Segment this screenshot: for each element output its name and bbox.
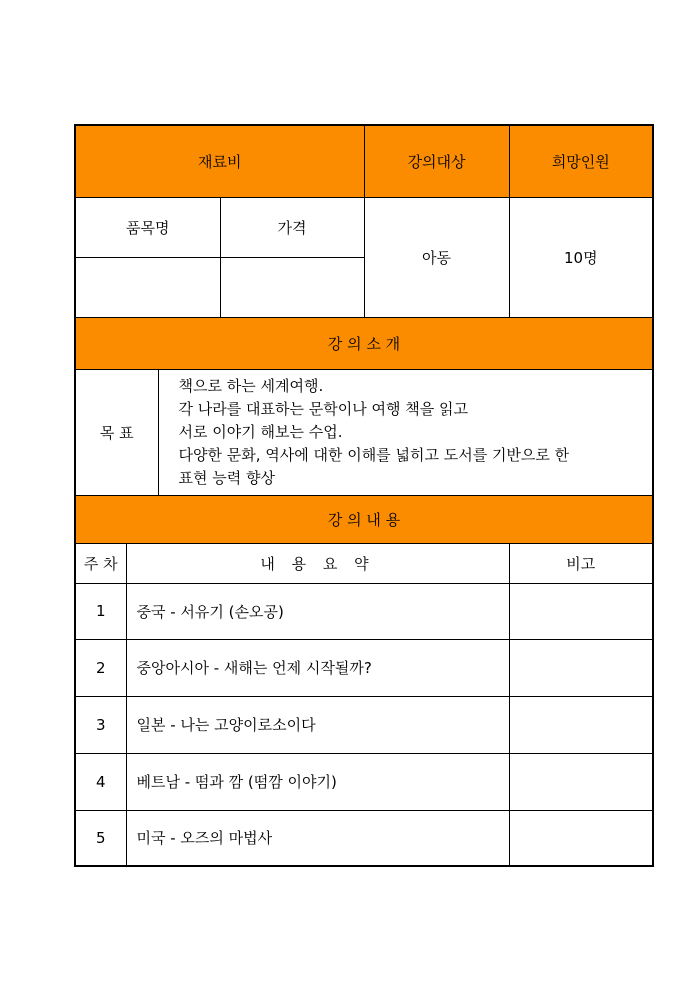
header-row — [75, 125, 653, 197]
goal-line: 다양한 문화, 역사에 대한 이해를 넓히고 도서를 기반으로 한 — [178, 445, 570, 464]
content-header-row — [75, 543, 653, 583]
target-header: 강의대상 — [364, 125, 509, 197]
week-number: 5 — [75, 810, 126, 866]
week-number: 1 — [75, 583, 126, 639]
intro-title: 강 의 소 개 — [75, 317, 653, 369]
summary-cell: 중국 - 서유기 (손오공) — [126, 583, 509, 639]
target-value: 아동 — [364, 197, 509, 317]
content-title: 강 의 내 용 — [75, 495, 653, 543]
note-cell — [509, 639, 653, 696]
table-row — [75, 696, 653, 753]
summary-column-header: 내 용 요 약 — [126, 543, 509, 583]
summary-cell: 미국 - 오즈의 마법사 — [126, 810, 509, 866]
note-cell — [509, 810, 653, 866]
capacity-header: 희망인원 — [509, 125, 653, 197]
material-label-row — [75, 197, 653, 257]
course-plan-document — [74, 124, 652, 867]
table-row — [75, 753, 653, 810]
week-number: 2 — [75, 639, 126, 696]
summary-cell: 베트남 - 떰과 깜 (떰깜 이야기) — [126, 753, 509, 810]
note-column-header: 비고 — [509, 543, 653, 583]
price-label: 가격 — [220, 197, 364, 257]
note-cell — [509, 753, 653, 810]
content-title-row — [75, 495, 653, 543]
week-number: 4 — [75, 753, 126, 810]
goal-row — [75, 369, 653, 495]
summary-cell: 중앙아시아 - 새해는 언제 시작될까? — [126, 639, 509, 696]
table-row — [75, 639, 653, 696]
week-column-header: 주 차 — [75, 543, 126, 583]
capacity-value: 10명 — [509, 197, 653, 317]
price-value — [220, 257, 364, 317]
course-plan-table — [74, 124, 654, 867]
intro-title-row — [75, 317, 653, 369]
material-cost-header: 재료비 — [75, 125, 364, 197]
table-row — [75, 583, 653, 639]
goal-line: 서로 이야기 해보는 수업. — [178, 422, 343, 441]
note-cell — [509, 696, 653, 753]
goal-text — [158, 369, 653, 495]
goal-line: 책으로 하는 세계여행. — [178, 376, 324, 395]
item-name-value — [75, 257, 220, 317]
goal-line: 각 나라를 대표하는 문학이나 여행 책을 읽고 — [178, 399, 468, 418]
summary-cell: 일본 - 나는 고양이로소이다 — [126, 696, 509, 753]
goal-label: 목 표 — [75, 369, 158, 495]
item-name-label: 품목명 — [75, 197, 220, 257]
week-number: 3 — [75, 696, 126, 753]
goal-line: 표현 능력 향상 — [178, 468, 275, 487]
note-cell — [509, 583, 653, 639]
table-row — [75, 810, 653, 866]
